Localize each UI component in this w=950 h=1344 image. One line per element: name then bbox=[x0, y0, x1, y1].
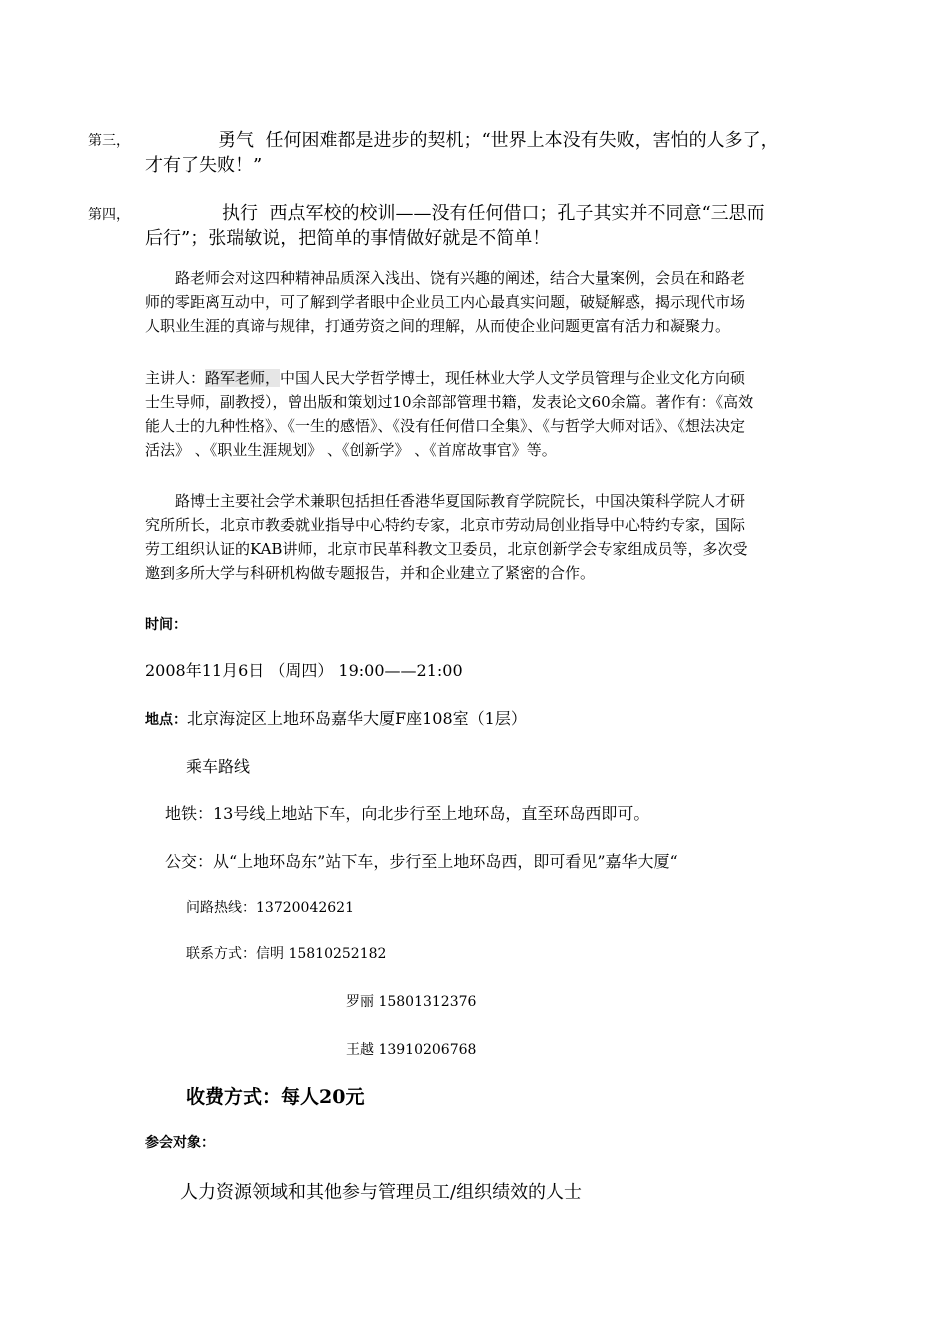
item4-text1: 西点军校的校训——没有任何借口；孔子其实并不同意“三思而 bbox=[269, 203, 765, 224]
bio-line: 邀到多所大学与科研机构做专题报告，并和企业建立了紧密的合作。 bbox=[145, 564, 596, 582]
time-label: 时间： bbox=[145, 617, 187, 633]
route-bus: 公交：从“上地环岛东”站下车，步行至上地环岛西，即可看见”嘉华大厦“ bbox=[165, 852, 678, 871]
speaker-line: 活法》 、《职业生涯规划》 、《创新学》 、《首席故事官》等。 bbox=[145, 441, 557, 459]
route-subway: 地铁：13号线上地站下车，向北步行至上地环岛，直至环岛西即可。 bbox=[165, 804, 650, 823]
item3-line1 bbox=[218, 126, 779, 152]
intro-paragraph bbox=[145, 266, 825, 338]
audience-label: 参会对象： bbox=[145, 1135, 215, 1151]
contact-person: 信明 15810252182 bbox=[256, 946, 387, 962]
bio-line: 劳工组织认证的KAB讲师，北京市民革科教文卫委员，北京创新学会专家组成员等，多次受 bbox=[145, 540, 748, 558]
intro-line: 路老师会对这四种精神品质深入浅出、饶有兴趣的阐述，结合大量案例，会员在和路老 bbox=[175, 269, 746, 287]
bio-paragraph bbox=[145, 489, 825, 585]
speaker-line: 士生导师，副教授），曾出版和策划过10余部部管理书籍，发表论文60余篇。著作有：《高效 bbox=[145, 393, 754, 411]
intro-line: 人职业生涯的真谛与规律，打通劳资之间的理解，从而使企业问题更富有活力和凝聚力。 bbox=[145, 317, 731, 335]
fee-line: 收费方式：每人20元 bbox=[186, 1086, 365, 1108]
location-label: 地点： bbox=[145, 712, 187, 728]
item4-line1 bbox=[222, 199, 765, 225]
location-value: 北京海淀区上地环岛嘉华大厦F座108室（1层） bbox=[187, 709, 527, 728]
bio-line: 路博士主要社会学术兼职包括担任香港华夏国际教育学院院长，中国决策科学院人才研 bbox=[175, 492, 746, 510]
speaker-line bbox=[145, 366, 825, 390]
route-title: 乘车路线 bbox=[186, 757, 251, 776]
item4-heading: 执行 bbox=[222, 203, 258, 224]
item4-label: 第四， bbox=[88, 207, 130, 223]
intro-line: 师的零距离互动中，可了解到学者眼中企业员工内心最真实问题，破疑解惑，揭示现代市场 bbox=[145, 293, 746, 311]
contact-hotline: 问路热线：13720042621 bbox=[186, 900, 354, 916]
speaker-paragraph bbox=[145, 366, 825, 462]
speaker-line: 能人士的九种性格》、《一生的感悟》、《没有任何借口全集》、《与哲学大师对话》、《想法决定 bbox=[145, 417, 746, 435]
item3-label: 第三， bbox=[88, 133, 130, 149]
contact-person: 王越 13910206768 bbox=[346, 1042, 477, 1058]
contact-person: 罗丽 15801312376 bbox=[346, 994, 477, 1010]
contact-label: 联系方式： bbox=[186, 946, 256, 962]
speaker-line1-rest: 中国人民大学哲学博士，现任林业大学人文学员管理与企业文化方向硕 bbox=[280, 369, 746, 387]
speaker-name: 路军老师， bbox=[205, 369, 281, 387]
item3-heading: 勇气 bbox=[218, 130, 254, 151]
item3-text2: 才有了失败！” bbox=[145, 155, 263, 176]
bio-line: 究所所长，北京市教委就业指导中心特约专家，北京市劳动局创业指导中心特约专家，国际 bbox=[145, 516, 746, 534]
audience-value: 人力资源领域和其他参与管理员工/组织绩效的人士 bbox=[180, 1182, 583, 1203]
location-line bbox=[145, 706, 527, 729]
contact-line bbox=[186, 943, 386, 963]
time-value: 2008年11月6日 （周四） 19:00——21:00 bbox=[145, 661, 463, 680]
speaker-label: 主讲人： bbox=[145, 369, 206, 387]
item3-text1: 任何困难都是进步的契机；“世界上本没有失败，害怕的人多了， bbox=[265, 130, 779, 151]
item4-text2: 后行”；张瑞敏说，把简单的事情做好就是不简单！ bbox=[145, 228, 551, 249]
